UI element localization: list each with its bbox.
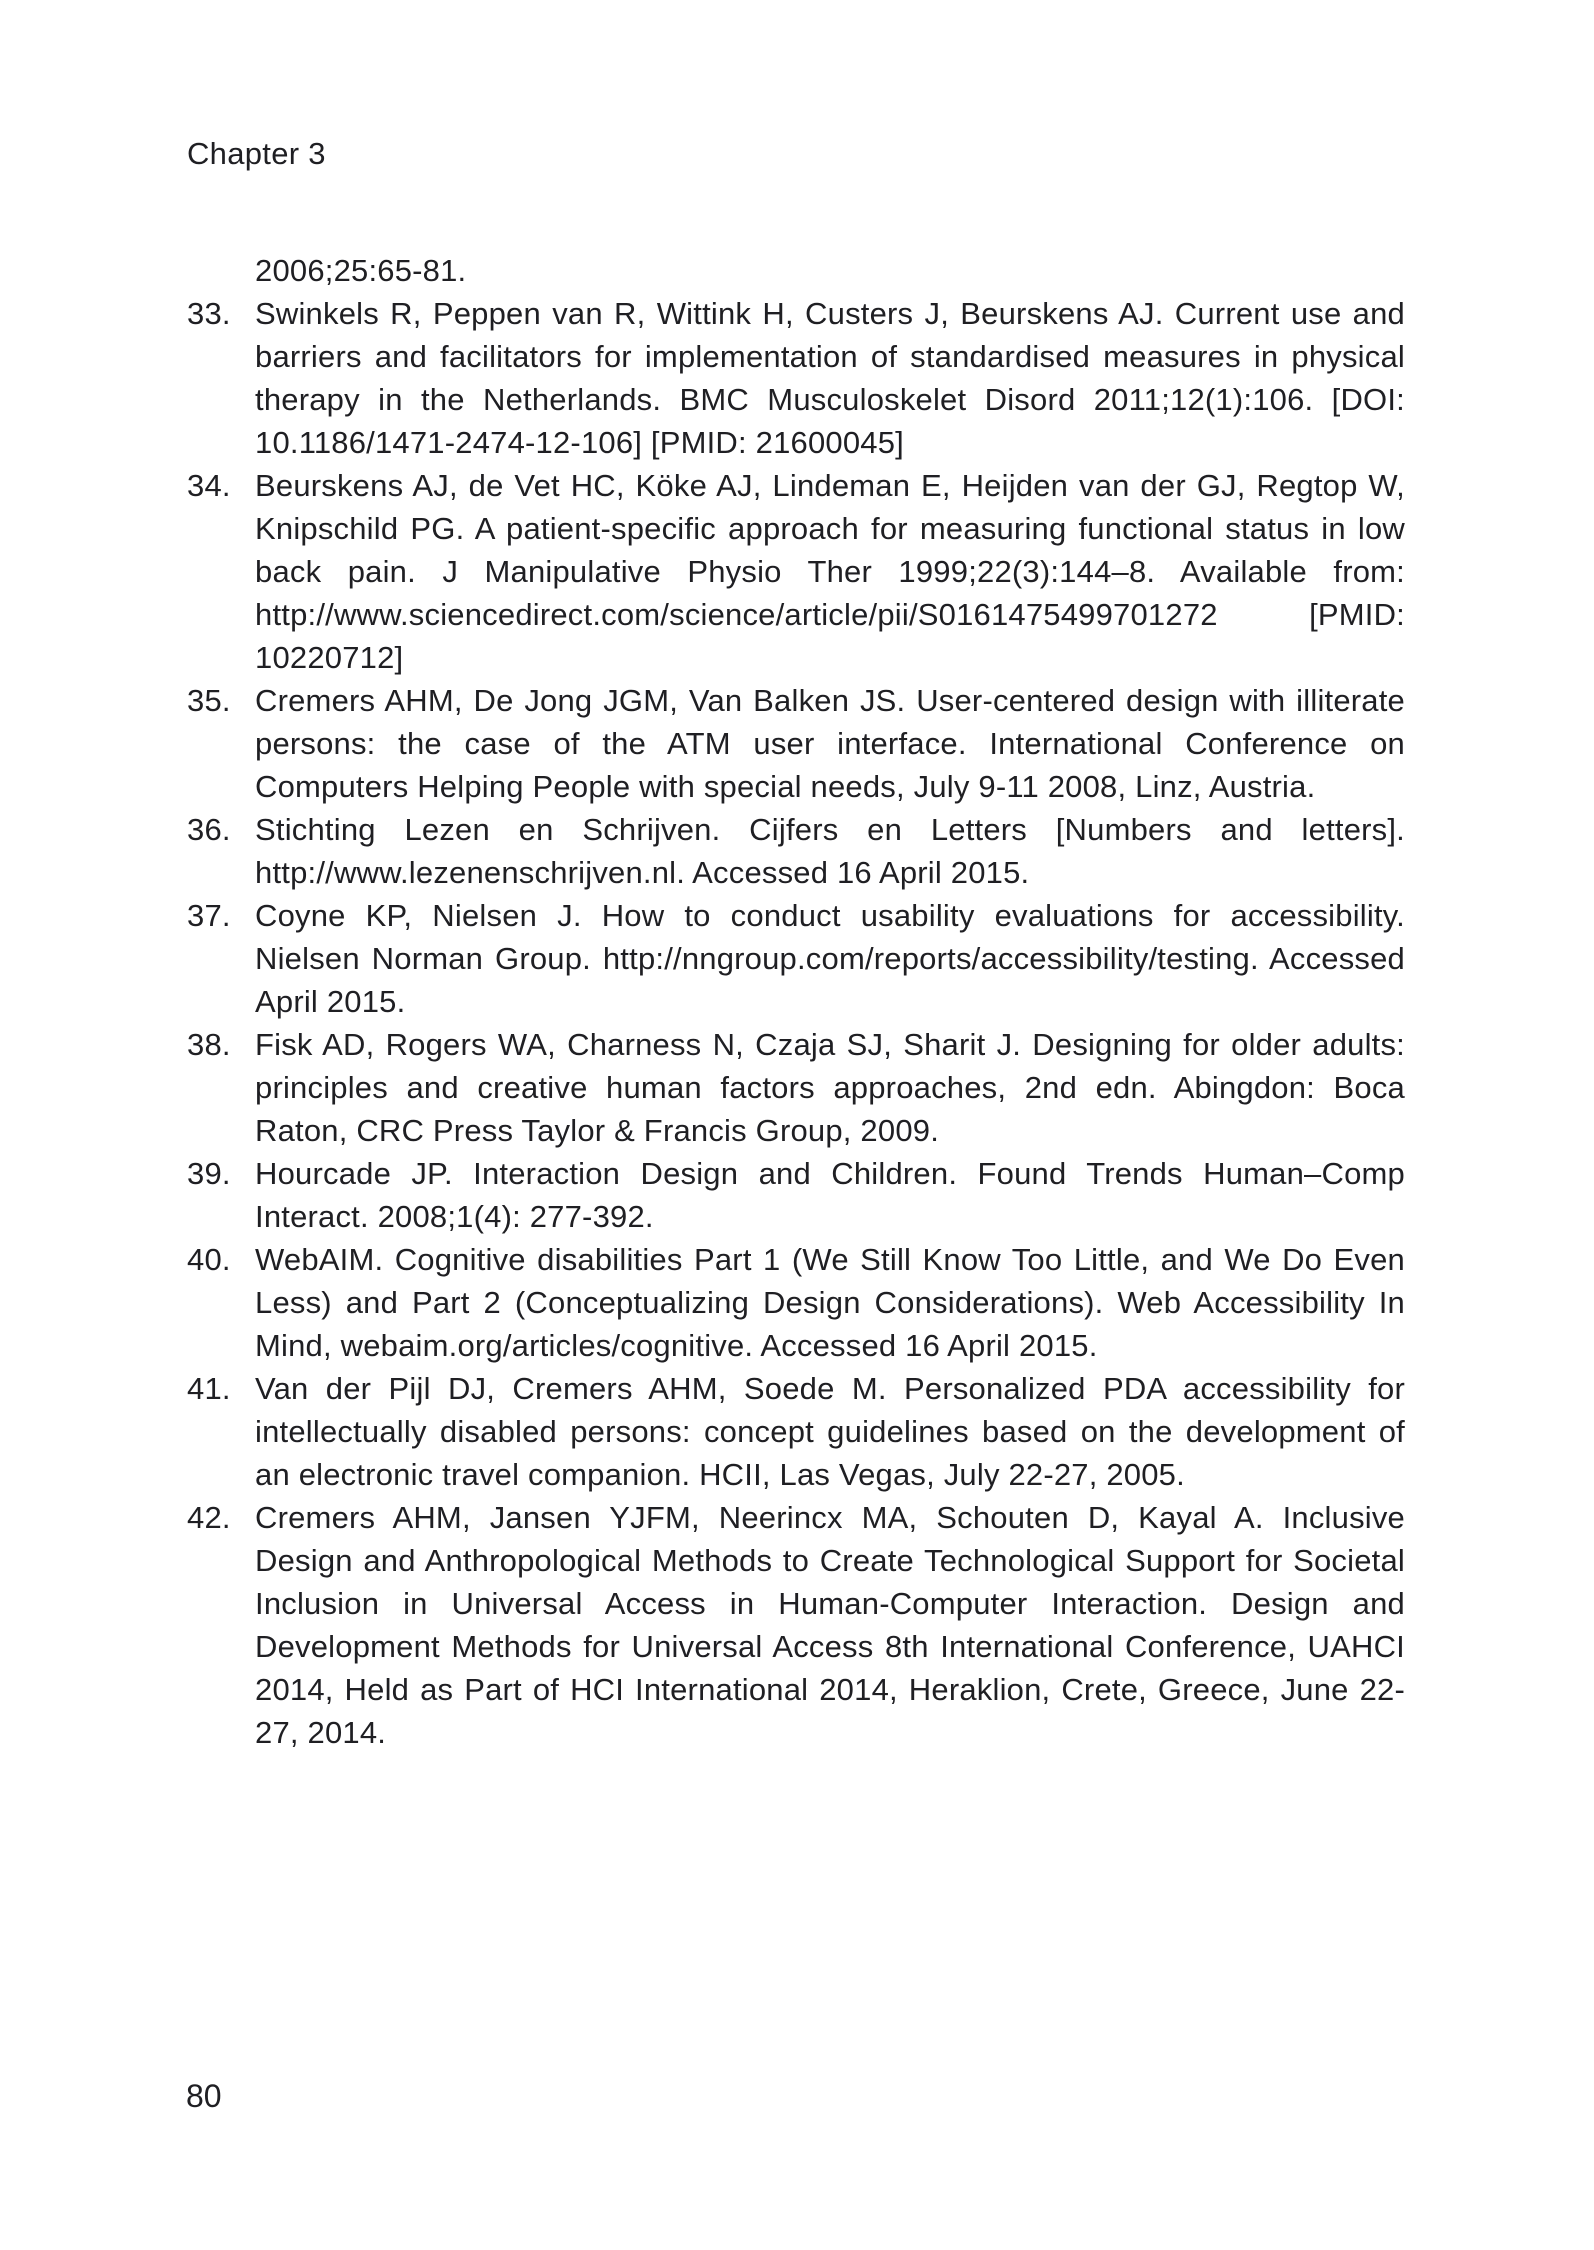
reference-item <box>187 1238 1405 1367</box>
reference-text: Hourcade JP. Interaction Design and Children. Found Trends Human–Comp Interact. 2008;1(4): 277-392. <box>255 1156 1405 1234</box>
reference-number: 36. <box>187 812 231 847</box>
reference-item <box>187 292 1405 464</box>
reference-text: 2006;25:65-81. <box>255 253 467 288</box>
reference-number: 38. <box>187 1027 231 1062</box>
reference-item <box>187 1023 1405 1152</box>
reference-list <box>187 249 1405 1754</box>
reference-text: Stichting Lezen en Schrijven. Cijfers en Letters [Numbers and letters]. http://www.lezenenschrijven.nl. Accessed 16 April 2015. <box>255 812 1405 890</box>
running-head: Chapter 3 <box>187 136 326 171</box>
reference-text: Coyne KP, Nielsen J. How to conduct usability evaluations for accessibility. Nielsen Norman Group. http://nngroup.com/​reports/​accessibility/​testing. Accessed April 2015. <box>255 898 1405 1019</box>
reference-item <box>187 249 1405 292</box>
reference-number: 33. <box>187 296 231 331</box>
reference-text: Swinkels R, Peppen van R, Wittink H, Custers J, Beurskens AJ. Current use and barriers and facilitators for implementation of standardised measures in physical therapy in the Netherlands. BMC Musculoskelet Disord 2011;12(1):106. [DOI: 10.1186/​1471-2474-12-106] [PMID: 21600045] <box>255 296 1405 460</box>
reference-text: Fisk AD, Rogers WA, Charness N, Czaja SJ, Sharit J. Designing for older adults: principles and creative human factors approaches, 2nd edn. Abingdon: Boca Raton, CRC Press Taylor & Francis Group, 2009. <box>255 1027 1405 1148</box>
reference-text: Cremers AHM, De Jong JGM, Van Balken JS. User-centered design with illiterate persons: the case of the ATM user interface. International Conference on Computers Helping People with special needs, July 9-11 2008, Linz, Austria. <box>255 683 1405 804</box>
reference-text: Beurskens AJ, de Vet HC, Köke AJ, Lindeman E, Heijden van der GJ, Regtop W, Knipschild PG. A patient-specific approach for measuring functional status in low back pain. J Manipulative Physio Ther 1999;22(3):144–8. Available from: http://www.sciencedirect.com/​science/​article/​pii/​S0161475499701272 [PMID: 10220712] <box>255 468 1405 675</box>
reference-item <box>187 464 1405 679</box>
reference-item <box>187 894 1405 1023</box>
reference-number: 35. <box>187 683 231 718</box>
reference-number: 40. <box>187 1242 231 1277</box>
reference-number: 34. <box>187 468 231 503</box>
reference-number: 41. <box>187 1371 231 1406</box>
reference-text: WebAIM. Cognitive disabilities Part 1 (We Still Know Too Little, and We Do Even Less) and Part 2 (Conceptualizing Design Considerations). Web Accessibility In Mind, webaim.org/​articles/​cognitive. Accessed 16 April 2015. <box>255 1242 1405 1363</box>
page-number: 80 <box>186 2078 222 2114</box>
reference-number: 42. <box>187 1500 231 1535</box>
reference-item <box>187 1367 1405 1496</box>
reference-item <box>187 679 1405 808</box>
reference-item <box>187 1496 1405 1754</box>
reference-item <box>187 1152 1405 1238</box>
reference-text: Cremers AHM, Jansen YJFM, Neerincx MA, Schouten D, Kayal A. Inclusive Design and Anthropological Methods to Create Technological Support for Societal Inclusion in Universal Access in Human-Computer Interaction. Design and Development Methods for Universal Access 8th International Conference, UAHCI 2014, Held as Part of HCI International 2014, Heraklion, Crete, Greece, June 22-27, 2014. <box>255 1500 1405 1750</box>
reference-number: 39. <box>187 1156 231 1191</box>
reference-number: 37. <box>187 898 231 933</box>
reference-item <box>187 808 1405 894</box>
reference-text: Van der Pijl DJ, Cremers AHM, Soede M. Personalized PDA accessibility for intellectually disabled persons: concept guidelines based on the development of an electronic travel companion. HCII, Las Vegas, July 22-27, 2005. <box>255 1371 1405 1492</box>
